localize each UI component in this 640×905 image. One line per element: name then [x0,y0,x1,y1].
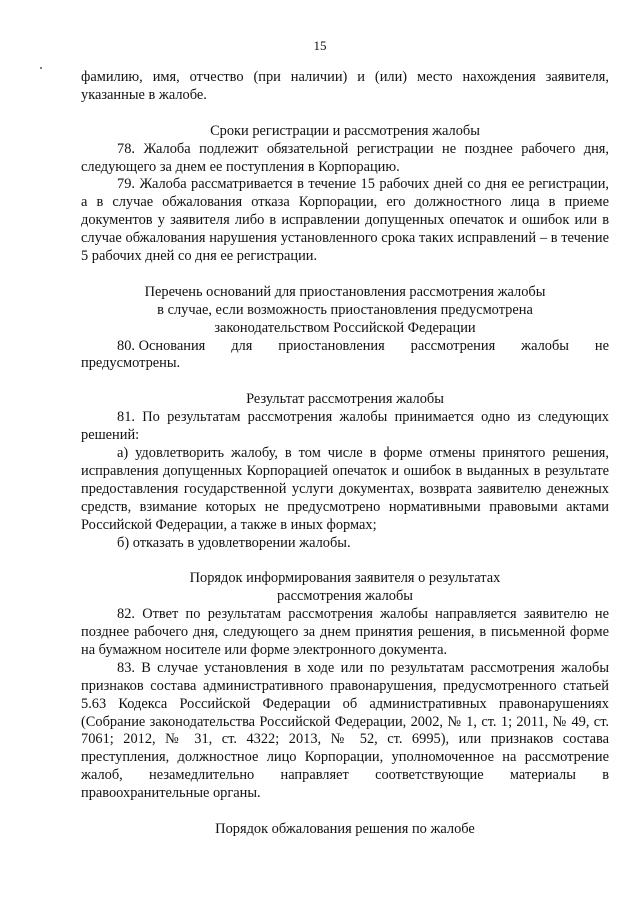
intro-paragraph: фамилию, имя, отчество (при наличии) и (или) место нахождения заявителя, указанные в жалобе. [81,69,609,103]
page-body [81,69,609,839]
heading-inform-line-2: рассмотрения жалобы [277,588,413,605]
paragraph-82: 82. Ответ по результатам рассмотрения жалобы направляется заявителю не позднее рабочего дня, следующего за днем принятия решения, в письменной форме на бумажном носителе или форме электронного документа. [81,606,609,658]
page-number: 15 [313,38,327,53]
heading-appeal: Порядок обжалования решения по жалобе [215,820,475,837]
heading-result: Результат рассмотрения жалобы [246,391,444,408]
paragraph-81: 81. По результатам рассмотрения жалобы принимается одно из следующих решений: [81,409,609,444]
paragraph-80-word: рассмотрения [410,337,496,354]
spacer [81,373,609,391]
paragraph-80-word: 80. Основания [117,337,206,354]
spacer [81,552,609,570]
heading-suspension-line-2: в случае, если возможность приостановления предусмотрена [157,301,533,318]
heading-suspension-line-1: Перечень оснований для приостановления рассмотрения жалобы [144,283,546,300]
paragraph-83: 83. В случае установления в ходе или по результатам рассмотрения жалобы признаков состава административного правонарушения, предусмотренного статьей 5.63 Кодекса Российской Федерации об административных правонарушениях (Собрание законодательства Российской Федерации, 2002, № 1, ст. 1; 2011, № 49, ст. 7061; 2012, № 31, ст. 4322; 2013, № 52, ст. 6995), или признаков состава преступления, должностное лицо Корпорации, уполномоченное на рассмотрение жалоб, незамедлительно направляет соответствующие материалы в правоохранительные органы. [81,659,609,802]
spacer [81,266,609,284]
spacer [81,105,609,123]
paragraph-80-tail: предусмотрены. [81,355,181,372]
heading-inform-line-1: Порядок информирования заявителя о результатах [189,570,501,587]
paragraph-81-a: а) удовлетворить жалобу, в том числе в форме отмены принятого решения, исправления допущенных Корпорацией опечаток и ошибок в выданных в результате предоставления государственной услуги документах, возврата заявителю денежных средств, взимание которых не предусмотрено нормативными правовыми актами Российской Федерации, а также в иных формах; [81,444,609,533]
spacer [81,803,609,821]
paragraph-80-word: жалобы [521,337,569,354]
paragraph-80-word: приостановления [278,337,385,354]
paragraph-80-word: не [594,337,609,354]
paragraph-79: 79. Жалоба рассматривается в течение 15 рабочих дней со дня ее регистрации, а в случае обжалования отказа Корпорации, его должностного лица в приеме документов у заявителя либо в исправлении допущенных опечаток и ошибок или в случае обжалования нарушения установленного срока таких исправлений – в течение 5 рабочих дней со дня ее регистрации. [81,176,609,265]
paragraph-80-first-line [81,338,609,356]
paragraph-81-b: б) отказать в удовлетворении жалобы. [117,534,351,551]
paragraph-80-word: для [231,337,253,354]
heading-registration-terms: Сроки регистрации и рассмотрения жалобы [210,122,480,139]
heading-suspension-line-3: законодательством Российской Федерации [214,319,476,336]
paragraph-78: 78. Жалоба подлежит обязательной регистрации не позднее рабочего дня, следующего за днем ее поступления в Корпорацию. [81,140,609,175]
scan-speck [40,67,42,69]
